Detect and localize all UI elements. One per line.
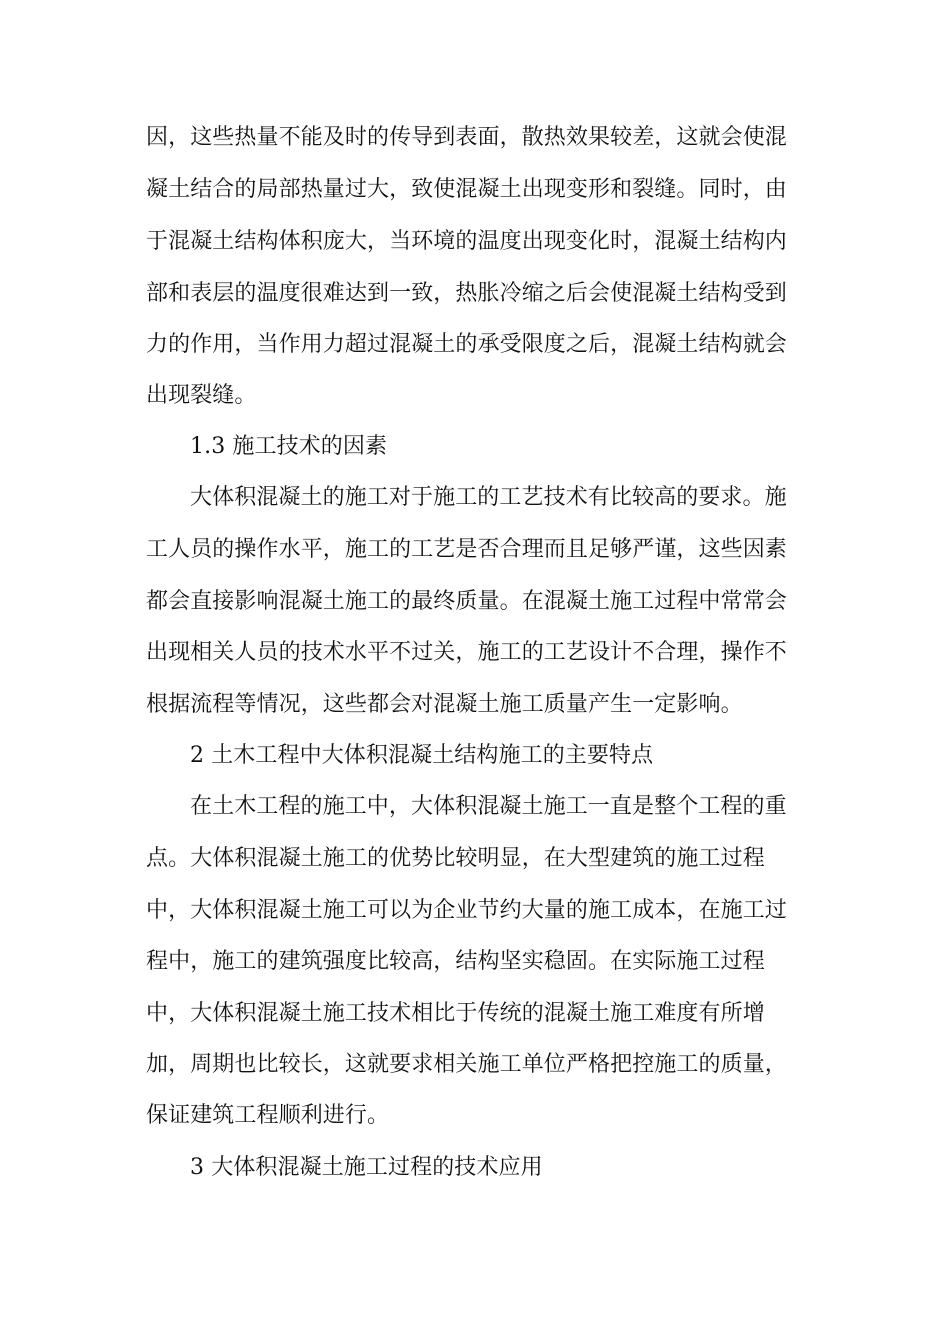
text-line: 凝土结合的局部热量过大，致使混凝土出现变形和裂缝。同时，由 (146, 177, 787, 202)
text-line: 于混凝土结构体积庞大，当环境的温度出现变化时，混凝土结构内 (146, 229, 787, 254)
text-line: 大体积混凝土的施工对于施工的工艺技术有比较高的要求。施 (190, 485, 787, 510)
text-line: 程中，施工的建筑强度比较高，结构坚实稳固。在实际施工过程 (146, 949, 765, 974)
section-heading: 2 土木工程中大体积混凝土结构施工的主要特点 (190, 743, 654, 768)
text-line: 部和表层的温度很难达到一致，热胀冷缩之后会使混凝土结构受到 (146, 281, 787, 306)
text-line: 在土木工程的施工中，大体积混凝土施工一直是整个工程的重 (190, 794, 787, 819)
section-heading: 1.3 施工技术的因素 (190, 434, 388, 459)
section-heading: 3 大体积混凝土施工过程的技术应用 (190, 1155, 543, 1180)
text-line: 根据流程等情况，这些都会对混凝土施工质量产生一定影响。 (146, 692, 743, 717)
text-line: 因，这些热量不能及时的传导到表面，散热效果较差，这就会使混 (146, 125, 787, 150)
text-line: 都会直接影响混凝土施工的最终质量。在混凝土施工过程中常常会 (146, 589, 787, 614)
text-line: 工人员的操作水平，施工的工艺是否合理而且足够严谨，这些因素 (146, 537, 787, 562)
text-line: 中，大体积混凝土施工可以为企业节约大量的施工成本，在施工过 (146, 898, 787, 923)
text-line: 加，周期也比较长，这就要求相关施工单位严格把控施工的质量， (146, 1052, 787, 1077)
text-line: 力的作用，当作用力超过混凝土的承受限度之后，混凝土结构就会 (146, 332, 787, 357)
text-line: 保证建筑工程顺利进行。 (146, 1103, 390, 1128)
text-line: 点。大体积混凝土施工的优势比较明显，在大型建筑的施工过程 (146, 846, 765, 871)
text-line: 中，大体积混凝土施工技术相比于传统的混凝土施工难度有所增 (146, 1001, 765, 1026)
text-line: 出现相关人员的技术水平不过关，施工的工艺设计不合理，操作不 (146, 640, 787, 665)
text-line: 出现裂缝。 (146, 383, 257, 408)
